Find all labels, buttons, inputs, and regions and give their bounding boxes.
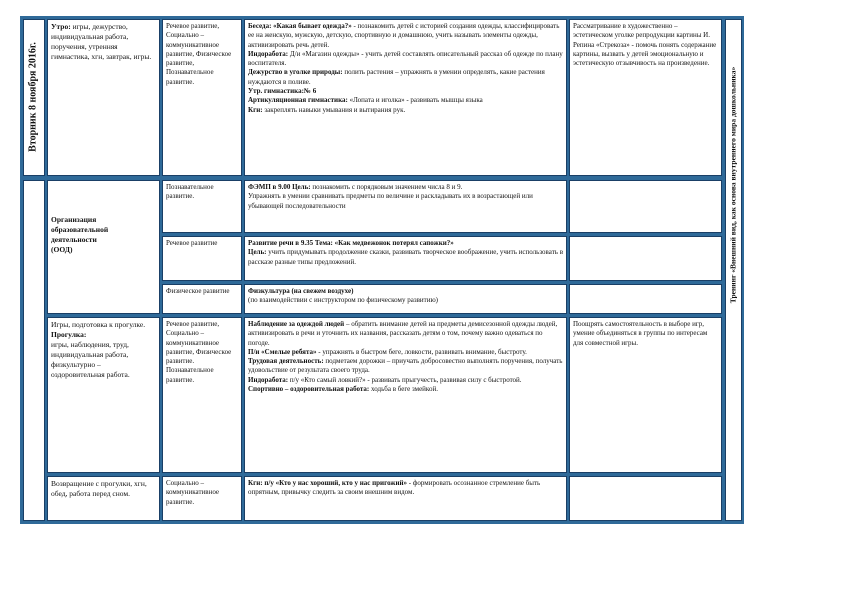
walk-activity-paragraph	[51, 320, 156, 330]
ood3-content-paragraph	[248, 287, 563, 296]
return-content-text: - формировать осознанное стремление быть опрятным, привычку следить за своим внешним видом.	[248, 479, 541, 497]
walk-content-lead: П/и «Смелые ребята»	[248, 347, 317, 356]
return-content-paragraph	[248, 479, 563, 498]
morning-content-paragraph	[248, 22, 563, 50]
morning-extra-text: Рассматривание в художественно – эстетическом уголке репродукции картины И. Репина «Стрекоза» - помочь понять содержание картины, вызвать у детей эмоциональную и эстетическую отзывчивость на произведение.	[573, 22, 717, 68]
return-activity-text: Возвращение с прогулки, хгн, обед, работа перед сном.	[51, 479, 147, 498]
ood2-extra	[569, 236, 722, 281]
ood1-extra	[569, 180, 722, 233]
ood-label-line-4: (ООД)	[51, 245, 73, 254]
return-extra	[569, 476, 722, 521]
ood1-content-text: познакомить с порядковым значением числа 8 и 9.	[310, 183, 463, 191]
ood-label-line-2: образовательной	[51, 225, 109, 234]
walk-extra	[569, 317, 722, 473]
ood1-content-paragraph	[248, 192, 563, 211]
ood-label-line-3: деятельности	[51, 235, 97, 244]
ood2-areas	[162, 236, 242, 281]
date-column-lower	[23, 180, 45, 521]
ood3-extra	[569, 284, 722, 314]
morning-content-text: - познакомить детей с историей создания одежды, классифицировать ее на женскую, мужскую, детскую, спортивную и домашнюю, учить называть элементы одежды, активизировать речь детей.	[248, 22, 560, 49]
morning-content-lead: Индоработа:	[248, 49, 289, 58]
ood2-content	[244, 236, 567, 281]
right-label: Тренинг «Внешний вид, как основа внутреннего мира дошкольника»	[728, 66, 738, 304]
walk-content	[244, 317, 567, 473]
morning-content-text: закреплять навыки умывания и вытирания рук.	[262, 105, 406, 114]
walk-content-text: п/у «Кто самый ловкий?» - развивать прыгучесть, развивая силу с быстротой.	[288, 375, 522, 384]
morning-content-lead: Артикуляционная гимнастика:	[248, 96, 348, 105]
walk-activity-text: Игры, подготовка к прогулке.	[51, 320, 146, 329]
ood3-areas-text: Физическое развитие	[166, 287, 230, 295]
return-areas-text: Социально – коммуникативное развитие.	[166, 479, 220, 506]
walk-content-text: подметаем дорожки – приучать добросовестно выполнять поручения, получать удовольствие от результата своего труда.	[248, 357, 563, 375]
ood1-content-text: Упражнять в умении сравнивать предметы по величине и раскладывать их в возрастающей или убывающей последовательности	[248, 192, 533, 210]
morning-content-lead: Кгн:	[248, 105, 263, 114]
walk-content-text: ходьба в беге змейкой.	[369, 385, 438, 394]
morning-extra	[569, 19, 722, 176]
ood2-content-text: учить придумывать продолжение сказки, развивать творческое воображение, учить использовать в рассказе разные типы предложений.	[248, 248, 564, 266]
morning-activity-text: игры, дежурство, индивидуальная работа, поручения, утренняя гимнастика, хгн, завтрак, игры.	[51, 22, 152, 61]
walk-areas-text: Речевое развитие, Социально – коммуникативное развитие, Физическое развитие. Познавательное развитие.	[166, 320, 232, 384]
walk-content-lead: Спортивно – оздоровительная работа:	[248, 385, 370, 394]
ood2-content-lead: Цель:	[248, 248, 267, 257]
morning-content-paragraph	[248, 87, 563, 96]
walk-activity-text: игры, наблюдения, труд, индивидуальная работа, физкультурно – оздоровительная работа.	[51, 340, 130, 379]
walk-content-paragraph	[248, 376, 563, 385]
morning-content	[244, 19, 567, 176]
morning-content-lead: Утр. гимнастика:№ 6	[248, 87, 317, 96]
morning-activity-bold: Утро:	[51, 22, 71, 31]
morning-content-lead: Дежурство в уголке природы:	[248, 68, 343, 77]
return-content-lead: Кгн: п/у «Кто у нас хороший, кто у нас пригожий»	[248, 479, 408, 487]
walk-activity	[47, 317, 160, 473]
walk-activity-paragraph	[51, 330, 156, 340]
return-content	[244, 476, 567, 521]
morning-content-paragraph	[248, 50, 563, 69]
ood1-content-list	[248, 183, 563, 211]
walk-activity-lead: Прогулка:	[51, 330, 87, 339]
ood3-content-paragraph	[248, 296, 563, 305]
walk-content-paragraph	[248, 348, 563, 357]
ood1-content-lead: ФЭМП в 9.00 Цель:	[248, 183, 311, 191]
ood1-content-paragraph	[248, 183, 563, 192]
morning-content-paragraph	[248, 68, 563, 87]
ood1-areas	[162, 180, 242, 233]
walk-content-paragraph	[248, 320, 563, 348]
walk-content-paragraph	[248, 357, 563, 376]
morning-activity	[47, 19, 160, 176]
walk-extra-text: Поощрять самостоятельность в выборе игр, умение объединяться в группы по интересам для совместной игры.	[573, 320, 708, 347]
ood2-content-list	[248, 239, 563, 267]
ood2-content-paragraph	[248, 248, 563, 267]
morning-content-paragraph	[248, 106, 563, 115]
morning-content-text: полить растения – упражнять в умении определять, какие растения нуждаются в поливе.	[248, 68, 545, 86]
walk-activity-paragraph	[51, 340, 156, 380]
ood1-areas-text: Познавательное развитие.	[166, 183, 214, 201]
ood1-content	[244, 180, 567, 233]
walk-content-list	[248, 320, 563, 394]
ood3-content-list	[248, 287, 563, 306]
walk-content-lead: Трудовая деятельность:	[248, 357, 324, 366]
ood3-content	[244, 284, 567, 314]
ood2-content-paragraph	[248, 239, 563, 248]
walk-activity-list	[51, 320, 156, 380]
morning-content-text: «Лопата и иголка» - развивать мышцы языка	[347, 96, 483, 105]
ood-label-cell	[47, 180, 160, 314]
morning-content-paragraph	[248, 96, 563, 105]
return-areas	[162, 476, 242, 521]
walk-content-paragraph	[248, 385, 563, 394]
ood3-content-lead: Физкультура (на свежем воздухе)	[248, 287, 354, 295]
ood3-areas	[162, 284, 242, 314]
morning-areas-text: Речевое развитие, Социально – коммуникативное развитие, Физическое развитие, Познавательное развитие.	[166, 22, 232, 86]
ood-label-line-1: Организация	[51, 215, 97, 224]
morning-content-text: Д/и «Магазин одежды» - учить детей составлять описательный рассказ об одежде по плану воспитателя.	[248, 49, 563, 68]
walk-content-text: – обратить внимание детей на предметы демисезонной одежды людей, активизировать в речи и уточнить их названия, рассказать детям о том, почему важно одеваться по погоде.	[248, 320, 558, 347]
ood3-content-text: (по взаимодействии с инструктором по физическому развитию)	[248, 296, 439, 305]
walk-content-text: - упражнять в быстром беге, ловкости, развивать внимание, быстроту.	[316, 347, 527, 356]
morning-areas	[162, 19, 242, 176]
morning-content-list	[248, 22, 563, 115]
date-label: Вторник 8 ноября 2016г.	[27, 42, 39, 152]
ood2-content-lead: Развитие речи в 9.35 Тема: «Как медвежонок потерял сапожки?»	[248, 239, 454, 247]
morning-content-lead: Беседа: «Какая бывает одежда?»	[248, 22, 352, 30]
return-content-list	[248, 479, 563, 498]
walk-areas	[162, 317, 242, 473]
walk-content-lead: Наблюдение за одеждой людей	[248, 320, 345, 328]
return-activity	[47, 476, 160, 521]
walk-content-lead: Индоработа:	[248, 375, 289, 384]
ood2-areas-text: Речевое развитие	[166, 239, 218, 247]
